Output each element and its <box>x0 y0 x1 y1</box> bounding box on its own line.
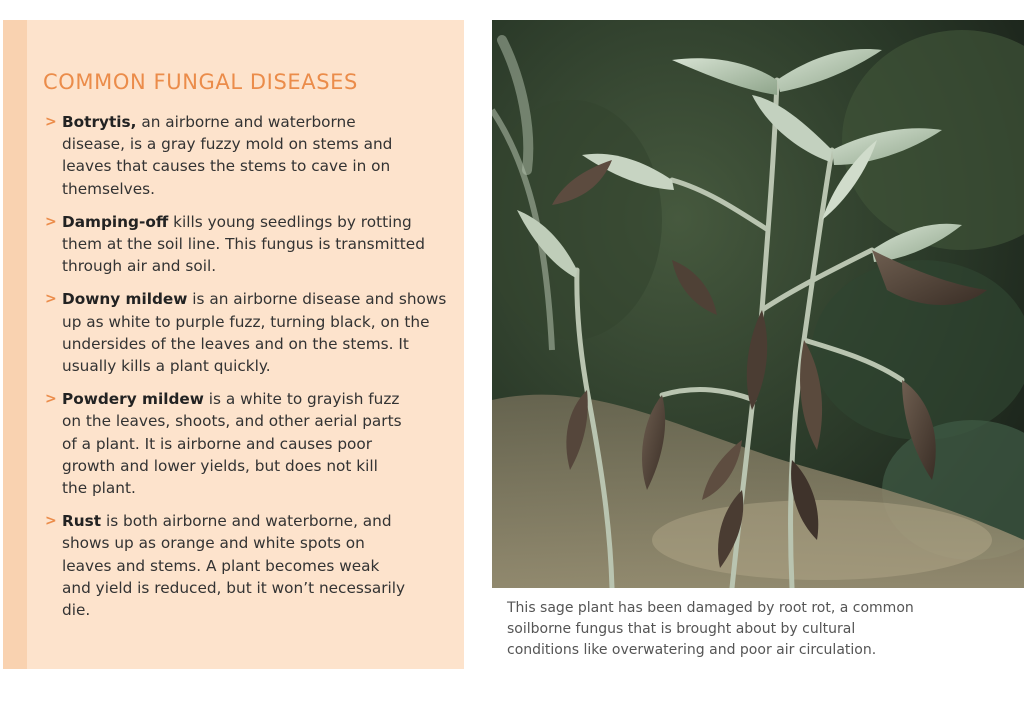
disease-item-rust <box>43 510 407 621</box>
disease-term: Damping-off <box>62 212 169 231</box>
disease-description: is both airborne and waterborne, and shows up as orange and white spots on leaves and stems. A plant becomes weak and yield is reduced, but it won’t necessarily die. <box>62 512 406 620</box>
bullet-icon: > <box>45 391 57 408</box>
disease-list <box>43 111 458 632</box>
disease-item-botrytis <box>43 111 397 200</box>
fungal-diseases-sidebar <box>3 20 464 669</box>
sidebar-title: COMMON FUNGAL DISEASES <box>43 70 358 94</box>
disease-term: Powdery mildew <box>62 390 204 409</box>
disease-term: Downy mildew <box>62 290 188 309</box>
bullet-icon: > <box>45 213 57 230</box>
sage-plant-photo <box>492 20 1024 588</box>
bullet-icon: > <box>45 513 57 530</box>
disease-term: Botrytis, <box>62 113 137 131</box>
photo-caption: This sage plant has been damaged by root rot, a common soilborne fungus that is brought about by cultural conditions like overwatering and poor air circulation. <box>507 600 914 658</box>
disease-description: kills young seedlings by rotting them at the soil line. This fungus is transmitted through air and soil. <box>62 212 425 276</box>
disease-description: is an airborne disease and shows up as white to purple fuzz, turning black, on the undersides of the leaves and on the stems. It usually kills a plant quickly. <box>62 290 447 376</box>
disease-item-powdery-mildew <box>43 388 407 499</box>
sidebar-accent-stripe <box>3 20 27 669</box>
disease-term: Rust <box>62 512 102 531</box>
disease-item-damping-off <box>43 211 427 278</box>
disease-item-downy-mildew <box>43 288 462 377</box>
sage-plant-illustration <box>492 20 1024 588</box>
disease-description: an airborne and waterborne disease, is a gray fuzzy mold on stems and leaves that causes the stems to cave in on themselves. <box>62 113 393 198</box>
bullet-icon: > <box>45 291 57 308</box>
bullet-icon: > <box>45 114 57 130</box>
disease-description: is a white to grayish fuzz on the leaves, shoots, and other aerial parts of a plant. It is airborne and causes poor growth and lower yields, but does not kill the plant. <box>62 390 402 498</box>
